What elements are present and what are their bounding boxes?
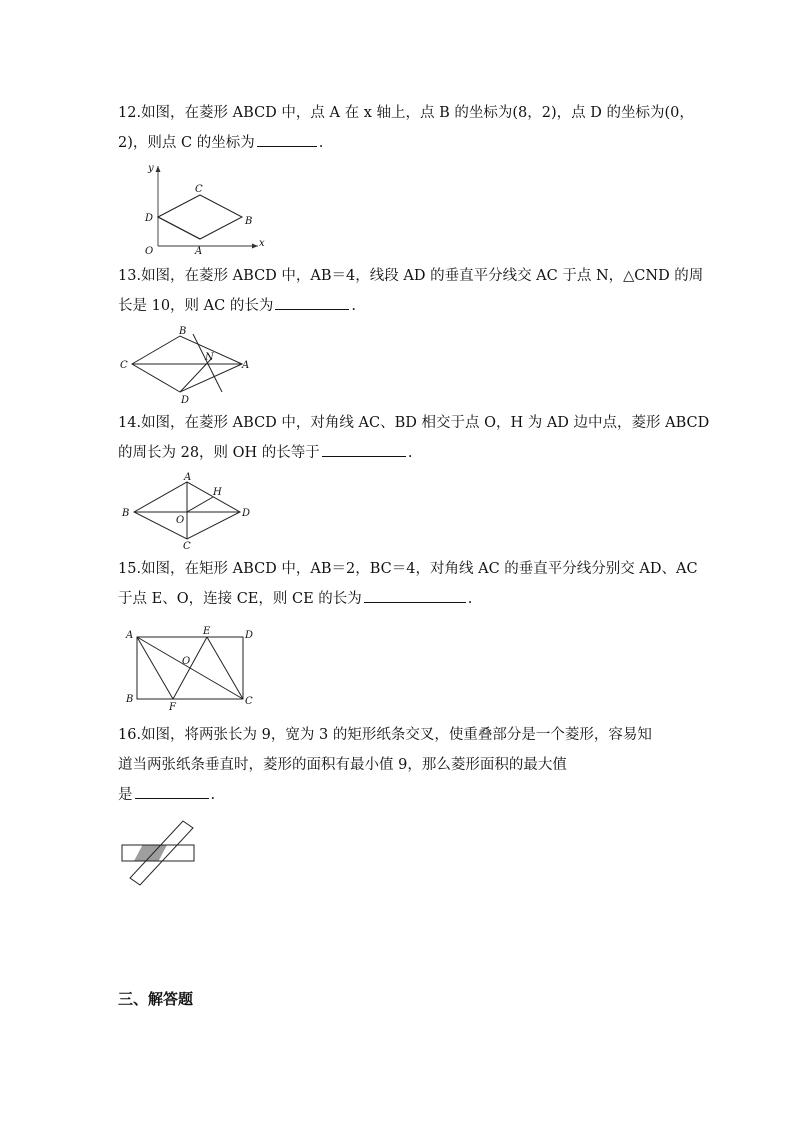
label-o: O [182, 656, 191, 667]
label-f: F [169, 702, 176, 713]
label-a: A [184, 472, 192, 483]
section-title: 三、解答题 [118, 990, 194, 1008]
label-d: D [145, 213, 154, 224]
label-h: H [213, 487, 222, 498]
question-12-line-1: 12.如图，在菱形 ABCD 中，点 A 在 x 轴上，点 B 的坐标为(8，2)，点 D 的坐标为(0， [118, 105, 694, 121]
label-c: C [245, 696, 253, 707]
figure-q15 [118, 622, 268, 712]
question-16-line-2: 道当两张纸条垂直时，菱形的面积有最小值 9，那么菱形面积的最大值 [118, 757, 567, 773]
question-15 [118, 554, 738, 614]
figure-q12 [140, 160, 270, 260]
question-15-line-1: 15.如图，在矩形 ABCD 中，AB＝2，BC＝4，对角线 AC 的垂直平分线分别交 AD、AC [118, 561, 698, 577]
label-c: C [183, 541, 191, 552]
question-13-line-1: 13.如图，在菱形 ABCD 中，AB＝4，线段 AD 的垂直平分线交 AC 于点 N，△CND 的周 [118, 268, 704, 284]
label-o: O [145, 246, 154, 257]
label-b: B [126, 694, 134, 705]
question-12-line-2: 2)，则点 C 的坐标为 . [118, 128, 738, 158]
figure-q14 [118, 470, 258, 550]
figure-q13 [118, 325, 258, 405]
label-o: O [176, 515, 185, 526]
question-12 [118, 98, 738, 158]
label-a: A [195, 246, 203, 257]
question-16 [118, 720, 738, 810]
label-c: C [195, 184, 203, 195]
label-e: E [203, 626, 211, 637]
answer-blank[interactable] [322, 442, 406, 457]
label-b: B [122, 508, 130, 519]
label-a: A [126, 630, 134, 641]
answer-blank[interactable] [135, 784, 209, 799]
label-b: B [245, 216, 253, 227]
label-d: D [245, 630, 254, 641]
question-16-line-1: 16.如图，将两张长为 9，宽为 3 的矩形纸条交叉，使重叠部分是一个菱形，容易知 [118, 727, 652, 743]
label-d: D [242, 508, 251, 519]
label-b: B [179, 326, 187, 337]
figure-q16 [118, 815, 208, 890]
label-d: D [181, 395, 190, 406]
question-14-line-2: 的周长为 28，则 OH 的长等于 . [118, 438, 738, 468]
answer-blank[interactable] [257, 132, 317, 147]
label-c: C [120, 360, 128, 371]
question-15-line-2: 于点 E、O，连接 CE，则 CE 的长为 . [118, 584, 738, 614]
label-y: y [148, 163, 154, 174]
label-n: N [205, 352, 214, 363]
label-a: A [242, 360, 250, 371]
question-13 [118, 261, 738, 321]
question-13-line-2: 长是 10，则 AC 的长为 . [118, 291, 738, 321]
question-16-line-3: 是 . [118, 780, 738, 810]
answer-blank[interactable] [364, 588, 466, 603]
label-x: x [259, 238, 265, 249]
question-14-line-1: 14.如图，在菱形 ABCD 中，对角线 AC、BD 相交于点 O，H 为 AD 边中点，菱形 ABCD [118, 415, 710, 431]
answer-blank[interactable] [275, 295, 349, 310]
question-14 [118, 408, 738, 468]
